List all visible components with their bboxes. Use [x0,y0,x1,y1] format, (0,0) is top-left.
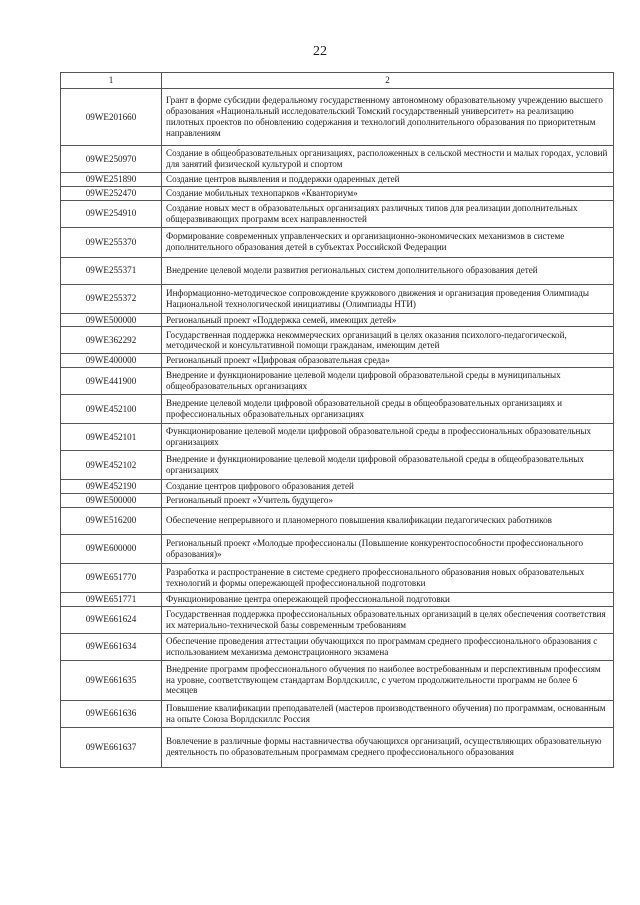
row-description: Создание центров выявления и поддержки одаренных детей [162,173,614,187]
row-code: 09WE362292 [61,327,162,354]
row-code: 09WE500000 [61,493,162,507]
row-description: Внедрение программ профессионального обучения по наиболее востребованным и перспективным профессиям на уровне, соответствующем стандартам Ворлдскиллс, с учетом продолжительности программ не более 6 месяцев [162,660,614,700]
row-description: Внедрение целевой модели цифровой образовательной среды в общеобразовательных организациях и профессиональных образовательных организациях [162,395,614,424]
table-row [61,534,614,563]
row-code: 09WE255371 [61,257,162,284]
table-row [61,354,614,368]
row-description: Создание новых мест в образовательных организациях различных типов для реализации дополнительных общеразвивающих программ всех направленностей [162,200,614,227]
row-code: 09WE201660 [61,89,162,146]
row-code: 09WE661636 [61,700,162,727]
row-description: Вовлечение в различные формы наставничества обучающихся организаций, осуществляющих образовательную деятельность по образовательным программам среднего профессионального образования [162,727,614,767]
table-row [61,700,614,727]
column-header-1: 1 [61,73,162,89]
header-row [61,73,614,89]
table-row [61,480,614,494]
table-row [61,395,614,424]
row-code: 09WE661624 [61,606,162,633]
table-row [61,424,614,451]
table-row [61,727,614,767]
row-description: Государственная поддержка некоммерческих организаций в целях оказания психолого-педагогической, методической и консультативной помощи гражданам, имеющим детей [162,327,614,354]
row-description: Функционирование целевой модели цифровой образовательной среды в профессиональных образовательных организациях [162,424,614,451]
row-description: Создание центров цифрового образования детей [162,480,614,494]
table-row [61,493,614,507]
row-description: Внедрение и функционирование целевой модели цифровой образовательной среды в муниципальных общеобразовательных организациях [162,368,614,395]
row-code: 09WE452190 [61,480,162,494]
table-row [61,173,614,187]
table-row [61,186,614,200]
row-code: 09WE400000 [61,354,162,368]
table-row [61,451,614,480]
table-row [61,327,614,354]
row-description: Внедрение и функционирование целевой модели цифровой образовательной среды в общеобразовательных организациях [162,451,614,480]
table-row [61,592,614,606]
table-row [61,227,614,257]
row-description: Создание мобильных технопарков «Кванториум» [162,186,614,200]
row-code: 09WE516200 [61,507,162,534]
table-row [61,257,614,284]
row-description: Функционирование центра опережающей профессиональной подготовки [162,592,614,606]
table-row [61,313,614,327]
table-row [61,563,614,592]
row-code: 09WE661637 [61,727,162,767]
row-description: Разработка и распространение в системе среднего профессионального образования новых образовательных технологий и формы опережающей профессиональной подготовки [162,563,614,592]
row-code: 09WE452102 [61,451,162,480]
page-number: 22 [313,44,327,59]
table-row [61,633,614,660]
row-code: 09WE500000 [61,313,162,327]
row-code: 09WE254910 [61,200,162,227]
row-description: Повышение квалификации преподавателей (мастеров производственного обучения) по программам, основанным на опыте Союза Ворлдскиллс Россия [162,700,614,727]
row-description: Грант в форме субсидии федеральному государственному автономному образовательному учреждению высшего образования «Национальный исследовательский Томский государственный университет» на реализацию пилотных проектов по обновлению содержания и технологий дополнительного образования по приоритетным направлениям [162,89,614,146]
row-description: Обеспечение непрерывного и планомерного повышения квалификации педагогических работников [162,507,614,534]
table-row [61,660,614,700]
table-body [61,89,614,768]
table-row [61,146,614,173]
row-code: 09WE661635 [61,660,162,700]
row-description: Государственная поддержка профессиональных образовательных организаций в целях обеспечения соответствия их материально-технической базы современным требованиям [162,606,614,633]
row-code: 09WE452100 [61,395,162,424]
table-row [61,606,614,633]
table-row [61,284,614,313]
table-header [61,73,614,89]
table-row [61,200,614,227]
row-code: 09WE452101 [61,424,162,451]
table-row [61,89,614,146]
row-description: Внедрение целевой модели развития региональных систем дополнительного образования детей [162,257,614,284]
row-code: 09WE651771 [61,592,162,606]
row-code: 09WE255372 [61,284,162,313]
row-description: Создание в общеобразовательных организациях, расположенных в сельской местности и малых городах, условий для занятий физической культурой и спортом [162,146,614,173]
row-code: 09WE651770 [61,563,162,592]
row-description: Региональный проект «Учитель будущего» [162,493,614,507]
row-code: 09WE255370 [61,227,162,257]
row-code: 09WE251890 [61,173,162,187]
row-code: 09WE661634 [61,633,162,660]
column-header-2: 2 [162,73,614,89]
table-row [61,368,614,395]
row-description: Обеспечение проведения аттестации обучающихся по программам среднего профессионального образования с использованием механизма демонстрационного экзамена [162,633,614,660]
row-code: 09WE252470 [61,186,162,200]
row-description: Региональный проект «Молодые профессионалы (Повышение конкурентоспособности профессионального образования)» [162,534,614,563]
row-code: 09WE600000 [61,534,162,563]
row-description: Региональный проект «Цифровая образовательная среда» [162,354,614,368]
row-code: 09WE250970 [61,146,162,173]
budget-code-table [60,72,614,768]
row-description: Формирование современных управленческих и организационно-экономических механизмов в системе дополнительного образования детей в субъектах Российской Федерации [162,227,614,257]
row-description: Информационно-методическое сопровождение кружкового движения и организация проведения Олимпиады Национальной технологической инициативы (Олимпиады НТИ) [162,284,614,313]
table-row [61,507,614,534]
row-code: 09WE441900 [61,368,162,395]
row-description: Региональный проект «Поддержка семей, имеющих детей» [162,313,614,327]
